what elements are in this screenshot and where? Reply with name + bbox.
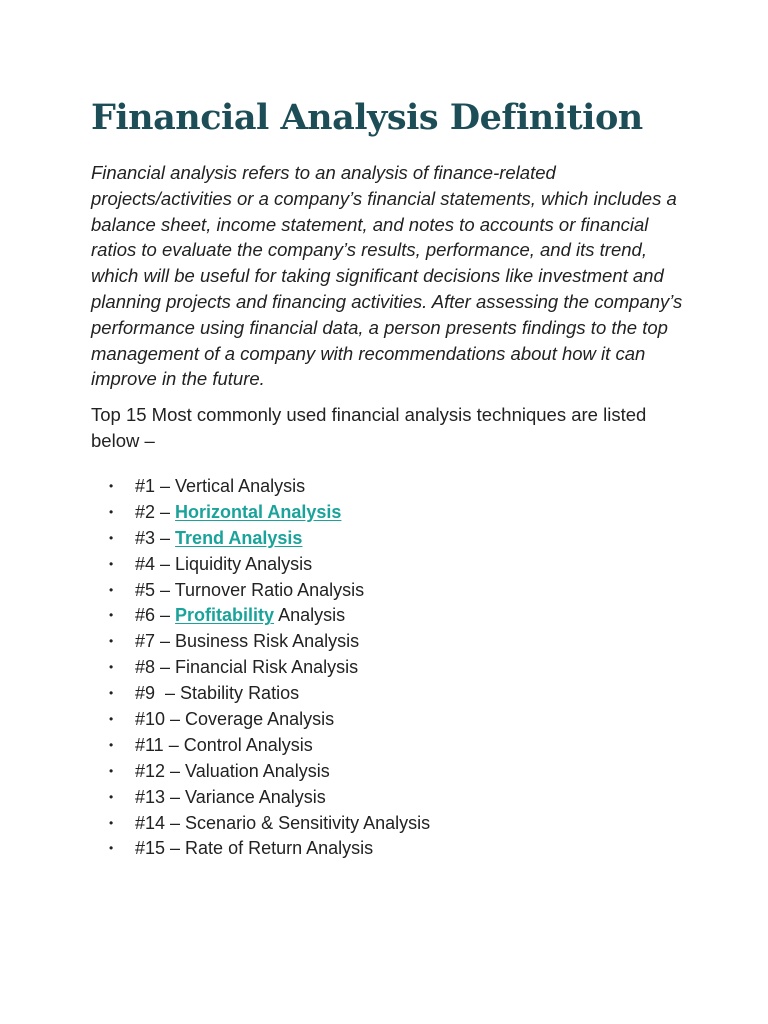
technique-list-item (109, 500, 430, 526)
technique-label-suffix: Analysis (274, 605, 346, 626)
technique-list-item (109, 474, 430, 500)
technique-link[interactable]: Profitability (175, 605, 275, 626)
bullet-icon: • (109, 504, 114, 519)
page-title: Financial Analysis Definition (91, 97, 643, 138)
technique-list-item (109, 603, 430, 629)
intro-paragraph: Financial analysis refers to an analysis of finance-related projects/activities or a company’s financial statements, which includes a balance sheet, income statement, and notes to accounts or financial ratios to evaluate the company’s results, performance, and its trend, which will be useful for taking significant decisions like investment and planning projects and financing activities. After assessing the company’s performance using financial data, a person presents findings to the top management of a company with recommendations about how it can improve in the future. (91, 162, 683, 390)
technique-list-item (109, 733, 430, 759)
technique-link[interactable]: Trend Analysis (175, 527, 303, 548)
bullet-icon: • (109, 841, 114, 856)
technique-list-item (109, 655, 430, 681)
technique-label: #3 – (135, 527, 176, 548)
technique-label: #8 – Financial Risk Analysis (135, 657, 359, 678)
technique-label: #2 – (135, 501, 176, 522)
technique-label: #5 – Turnover Ratio Analysis (135, 579, 365, 600)
techniques-list (109, 474, 430, 862)
bullet-icon: • (109, 582, 114, 597)
bullet-icon: • (109, 789, 114, 804)
technique-label: #11 – Control Analysis (135, 734, 313, 755)
techniques-lead-text: Top 15 Most commonly used financial analysis techniques are listed below – (91, 404, 647, 451)
bullet-icon: • (109, 737, 114, 752)
technique-label: #1 – Vertical Analysis (135, 476, 306, 496)
technique-label: #12 – Valuation Analysis (135, 760, 330, 781)
bullet-icon: • (109, 608, 114, 623)
technique-label: #6 – (135, 605, 176, 626)
bullet-icon: • (109, 479, 114, 493)
technique-list-item (109, 707, 430, 733)
technique-list-item (109, 785, 430, 811)
bullet-icon: • (109, 763, 114, 778)
technique-label: #15 – Rate of Return Analysis (135, 838, 374, 859)
technique-list-item (109, 629, 430, 655)
technique-list-item (109, 681, 430, 707)
bullet-icon: • (109, 686, 114, 701)
technique-list-item (109, 811, 430, 837)
bullet-icon: • (109, 556, 114, 571)
technique-list-item (109, 552, 430, 578)
bullet-icon: • (109, 660, 114, 675)
technique-list-item (109, 526, 430, 552)
technique-list-item (109, 759, 430, 785)
bullet-icon: • (109, 815, 114, 830)
technique-label: #7 – Business Risk Analysis (135, 631, 360, 652)
technique-label: #4 – Liquidity Analysis (135, 553, 313, 574)
technique-list-item (109, 836, 430, 862)
bullet-icon: • (109, 712, 114, 727)
technique-link[interactable]: Horizontal Analysis (175, 501, 342, 522)
technique-label: #10 – Coverage Analysis (135, 709, 335, 730)
bullet-icon: • (109, 530, 114, 545)
bullet-icon: • (109, 634, 114, 649)
technique-label: #9 – Stability Ratios (135, 683, 300, 704)
technique-list-item (109, 578, 430, 604)
technique-label: #14 – Scenario & Sensitivity Analysis (135, 812, 431, 833)
technique-label: #13 – Variance Analysis (135, 786, 326, 807)
